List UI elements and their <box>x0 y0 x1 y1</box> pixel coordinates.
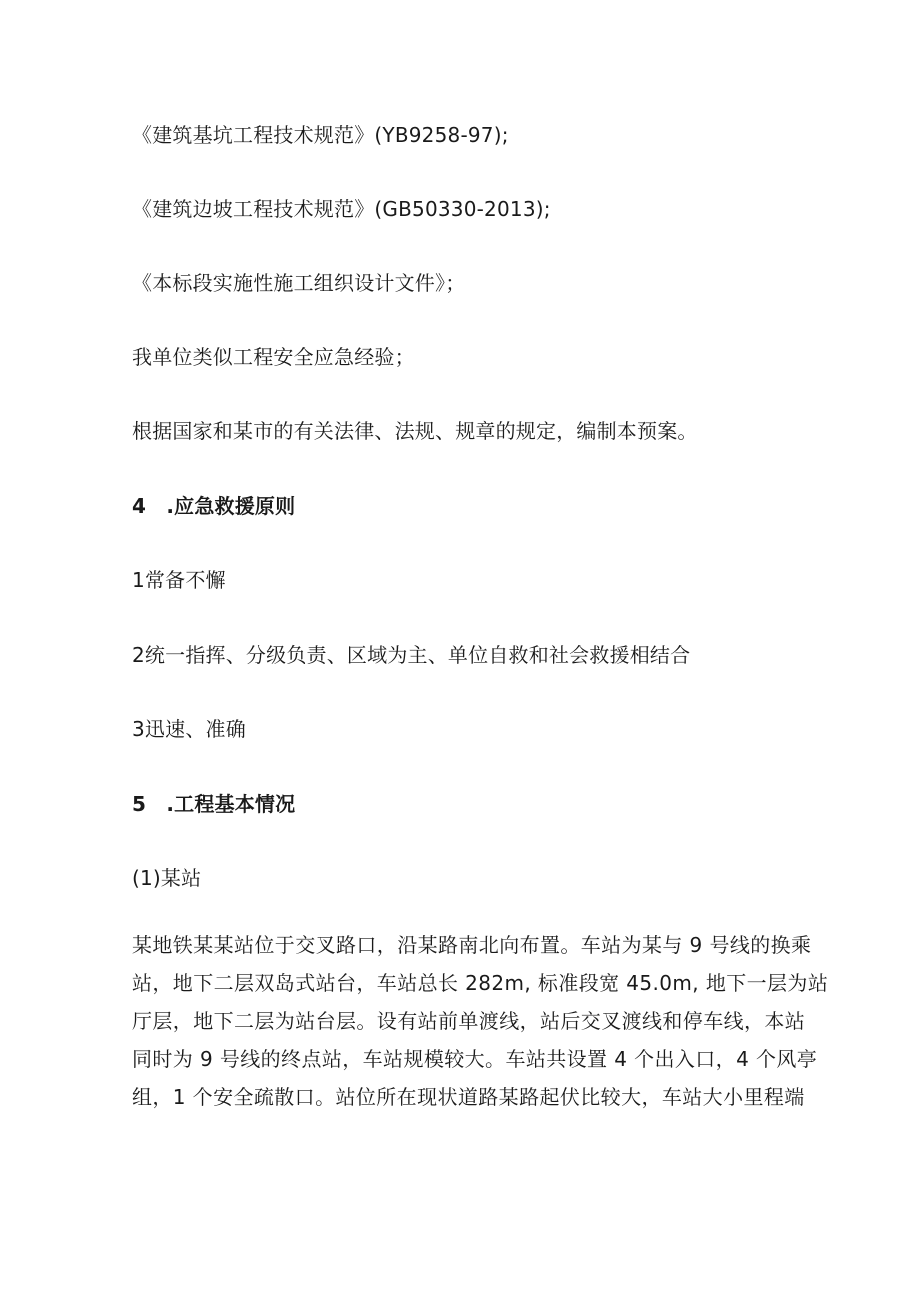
reference-line-4: 我单位类似工程安全应急经验； <box>132 345 415 369</box>
paragraph-line-2: 站，地下二层双岛式站台，车站总长 282m, 标准段宽 45.0m, 地下一层为站 <box>132 971 829 995</box>
paragraph-line-5: 组，1 个安全疏散口。站位所在现状道路某路起伏比较大，车站大小里程端 <box>132 1085 805 1109</box>
reference-line-2: 《建筑边坡工程技术规范》(GB50330-2013); <box>132 197 551 221</box>
section-4-item-1: 1常备不懈 <box>132 568 226 592</box>
section-4-item-2: 2统一指挥、分级负责、区域为主、单位自救和社会救援相结合 <box>132 643 691 667</box>
section-5-subheading: (1)某站 <box>132 866 202 890</box>
section-5-paragraph <box>132 926 829 1116</box>
section-5-heading: 5 .工程基本情况 <box>132 792 296 816</box>
paragraph-line-1: 某地铁某某站位于交叉路口，沿某路南北向布置。车站为某与 9 号线的换乘 <box>132 933 812 957</box>
section-4-heading: 4 .应急救援原则 <box>132 494 296 518</box>
section-4-item-3: 3迅速、准确 <box>132 717 246 741</box>
paragraph-line-3: 厅层，地下二层为站台层。设有站前单渡线，站后交叉渡线和停车线，本站 <box>132 1009 806 1033</box>
paragraph-line-4: 同时为 9 号线的终点站，车站规模较大。车站共设置 4 个出入口，4 个风亭 <box>132 1047 818 1071</box>
reference-line-3: 《本标段实施性施工组织设计文件》； <box>132 271 466 295</box>
reference-line-5: 根据国家和某市的有关法律、法规、规章的规定，编制本预案。 <box>132 419 698 443</box>
reference-line-1: 《建筑基坑工程技术规范》(YB9258-97); <box>132 123 509 147</box>
